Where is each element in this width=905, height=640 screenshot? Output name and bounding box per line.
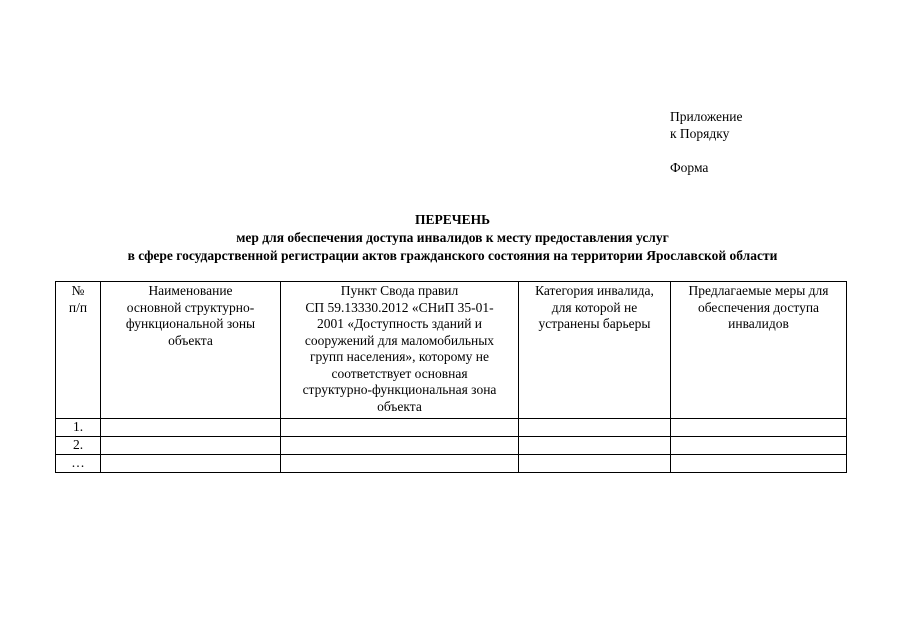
row-cell [281, 419, 519, 437]
form-label: Форма [670, 160, 709, 175]
row-cell [281, 437, 519, 455]
document-title: ПЕРЕЧЕНЬ [414, 212, 491, 227]
row-cell [519, 455, 671, 473]
table-row [56, 455, 847, 473]
table-row [56, 419, 847, 437]
row-number: 2. [56, 437, 101, 455]
table-header-row [56, 282, 847, 419]
document-subtitle-line-1: мер для обеспечения доступа инвалидов к месту предоставления услуг [236, 230, 669, 245]
row-cell [519, 419, 671, 437]
row-cell [281, 455, 519, 473]
header-zone-name: Наименование основной структурно- функциональной зоны объекта [101, 282, 281, 419]
document-subtitle-line-2: в сфере государственной регистрации актов гражданского состояния на территории Ярославской области [127, 248, 778, 263]
appendix-reference: к Порядку [670, 126, 730, 141]
header-disability-category: Категория инвалида, для которой не устранены барьеры [519, 282, 671, 419]
row-number: … [56, 455, 101, 473]
measures-table [55, 281, 847, 473]
document-heading [0, 211, 905, 265]
header-code-clause: Пункт Свода правил СП 59.13330.2012 «СНиП 35-01- 2001 «Доступность зданий и сооружений для маломобильных групп населения», которому не соответствует основная структурно-функциональная зона объекта [281, 282, 519, 419]
appendix-label: Приложение [670, 109, 743, 124]
header-proposed-measures: Предлагаемые меры для обеспечения доступа инвалидов [671, 282, 847, 419]
appendix-block [670, 108, 742, 176]
row-cell [671, 419, 847, 437]
table-row [56, 437, 847, 455]
row-cell [101, 419, 281, 437]
header-number: № п/п [56, 282, 101, 419]
row-cell [671, 437, 847, 455]
row-cell [101, 437, 281, 455]
row-cell [519, 437, 671, 455]
row-cell [671, 455, 847, 473]
row-number: 1. [56, 419, 101, 437]
row-cell [101, 455, 281, 473]
